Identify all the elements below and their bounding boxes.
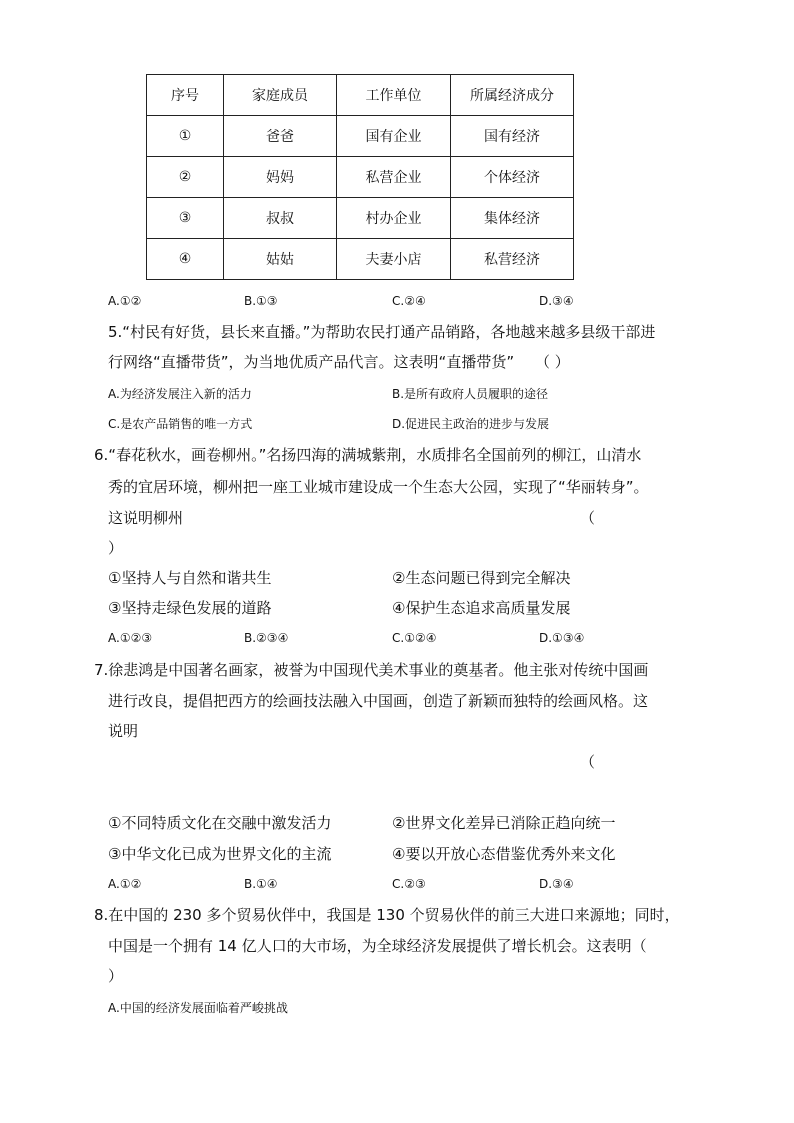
table-cell: ② — [147, 157, 224, 198]
q5-answer-bracket: （ ） — [535, 353, 570, 371]
q7-bracket-open: （ — [580, 753, 596, 771]
q8-option-a: A.中国的经济发展面临着严峻挑战 — [108, 1001, 288, 1015]
q6-option-d: D.①③④ — [539, 631, 585, 645]
q4-option-d: D.③④ — [539, 294, 574, 308]
table-cell: 妈妈 — [224, 157, 337, 198]
q7-statement-1: ①不同特质文化在交融中激发活力 — [108, 814, 332, 832]
table-cell: 国有企业 — [337, 116, 451, 157]
table-cell: 爸爸 — [224, 116, 337, 157]
table-cell: 私营经济 — [451, 239, 574, 280]
table-cell: 私营企业 — [337, 157, 451, 198]
q5-option-d: D.促进民主政治的进步与发展 — [392, 417, 550, 431]
q7-option-c: C.②③ — [392, 877, 426, 891]
table-header-row — [147, 75, 574, 116]
q4-option-b: B.①③ — [244, 294, 278, 308]
q5-option-b: B.是所有政府人员履职的途径 — [392, 387, 549, 401]
q7-option-d: D.③④ — [539, 877, 574, 891]
q5-line-1: 5.“村民有好货，县长来直播。”为帮助农民打通产品销路，各地越来越多县级干部进 — [108, 323, 656, 341]
q7-option-b: B.①④ — [244, 877, 278, 891]
q6-statement-1: ①坚持人与自然和谐共生 — [108, 569, 272, 587]
q5-line-2: 行网络“直播带货”，为当地优质产品代言。这表明“直播带货” — [108, 353, 515, 371]
table-cell: ① — [147, 116, 224, 157]
q7-statement-2: ②世界文化差异已消除正趋向统一 — [392, 814, 616, 832]
q6-option-b: B.②③④ — [244, 631, 289, 645]
q7-statement-4: ④要以开放心态借鉴优秀外来文化 — [392, 845, 616, 863]
q6-option-a: A.①②③ — [108, 631, 153, 645]
q4-option-c: C.②④ — [392, 294, 426, 308]
table-header: 工作单位 — [337, 75, 451, 116]
table-cell: 夫妻小店 — [337, 239, 451, 280]
table-header: 家庭成员 — [224, 75, 337, 116]
table-cell: 个体经济 — [451, 157, 574, 198]
table-header: 序号 — [147, 75, 224, 116]
q5-option-c: C.是农产品销售的唯一方式 — [108, 417, 253, 431]
q8-line-3: ） — [108, 967, 124, 985]
q6-statement-2: ②生态问题已得到完全解决 — [392, 569, 571, 587]
q8-line-2: 中国是一个拥有 14 亿人口的大市场，为全球经济发展提供了增长机会。这表明（ — [108, 937, 647, 955]
q6-statement-3: ③坚持走绿色发展的道路 — [108, 599, 272, 617]
q7-statement-3: ③中华文化已成为世界文化的主流 — [108, 845, 332, 863]
q6-line-3: 这说明柳州 — [108, 509, 184, 527]
q6-bracket-close: ） — [108, 539, 124, 557]
table-cell: 姑姑 — [224, 239, 337, 280]
q7-option-a: A.①② — [108, 877, 142, 891]
table-row — [147, 198, 574, 239]
table-cell: 叔叔 — [224, 198, 337, 239]
q5-option-a: A.为经济发展注入新的活力 — [108, 387, 252, 401]
table-cell: ④ — [147, 239, 224, 280]
table-row — [147, 157, 574, 198]
q7-line-1: 7.徐悲鸿是中国著名画家，被誉为中国现代美术事业的奠基者。他主张对传统中国画 — [94, 661, 649, 679]
q8-line-1: 8.在中国的 230 多个贸易伙伴中，我国是 130 个贸易伙伴的前三大进口来源地；同时， — [94, 906, 680, 924]
table-cell: 村办企业 — [337, 198, 451, 239]
q6-statement-4: ④保护生态追求高质量发展 — [392, 599, 571, 617]
economy-table — [146, 74, 574, 280]
table-cell: 集体经济 — [451, 198, 574, 239]
table-cell: 国有经济 — [451, 116, 574, 157]
q6-option-c: C.①②④ — [392, 631, 437, 645]
table-row — [147, 116, 574, 157]
q4-option-a: A.①② — [108, 294, 142, 308]
q6-bracket-open: （ — [580, 509, 596, 527]
table-row — [147, 239, 574, 280]
table-cell: ③ — [147, 198, 224, 239]
q6-line-2: 秀的宜居环境，柳州把一座工业城市建设成一个生态大公园，实现了“华丽转身”。 — [108, 478, 649, 496]
table-header: 所属经济成分 — [451, 75, 574, 116]
q7-line-2: 进行改良，提倡把西方的绘画技法融入中国画，创造了新颖而独特的绘画风格。这 — [108, 692, 649, 710]
q6-line-1: 6.“春花秋水，画卷柳州。”名扬四海的满城紫荆，水质排名全国前列的柳江，山清水 — [94, 446, 642, 464]
q7-line-3: 说明 — [108, 722, 139, 740]
